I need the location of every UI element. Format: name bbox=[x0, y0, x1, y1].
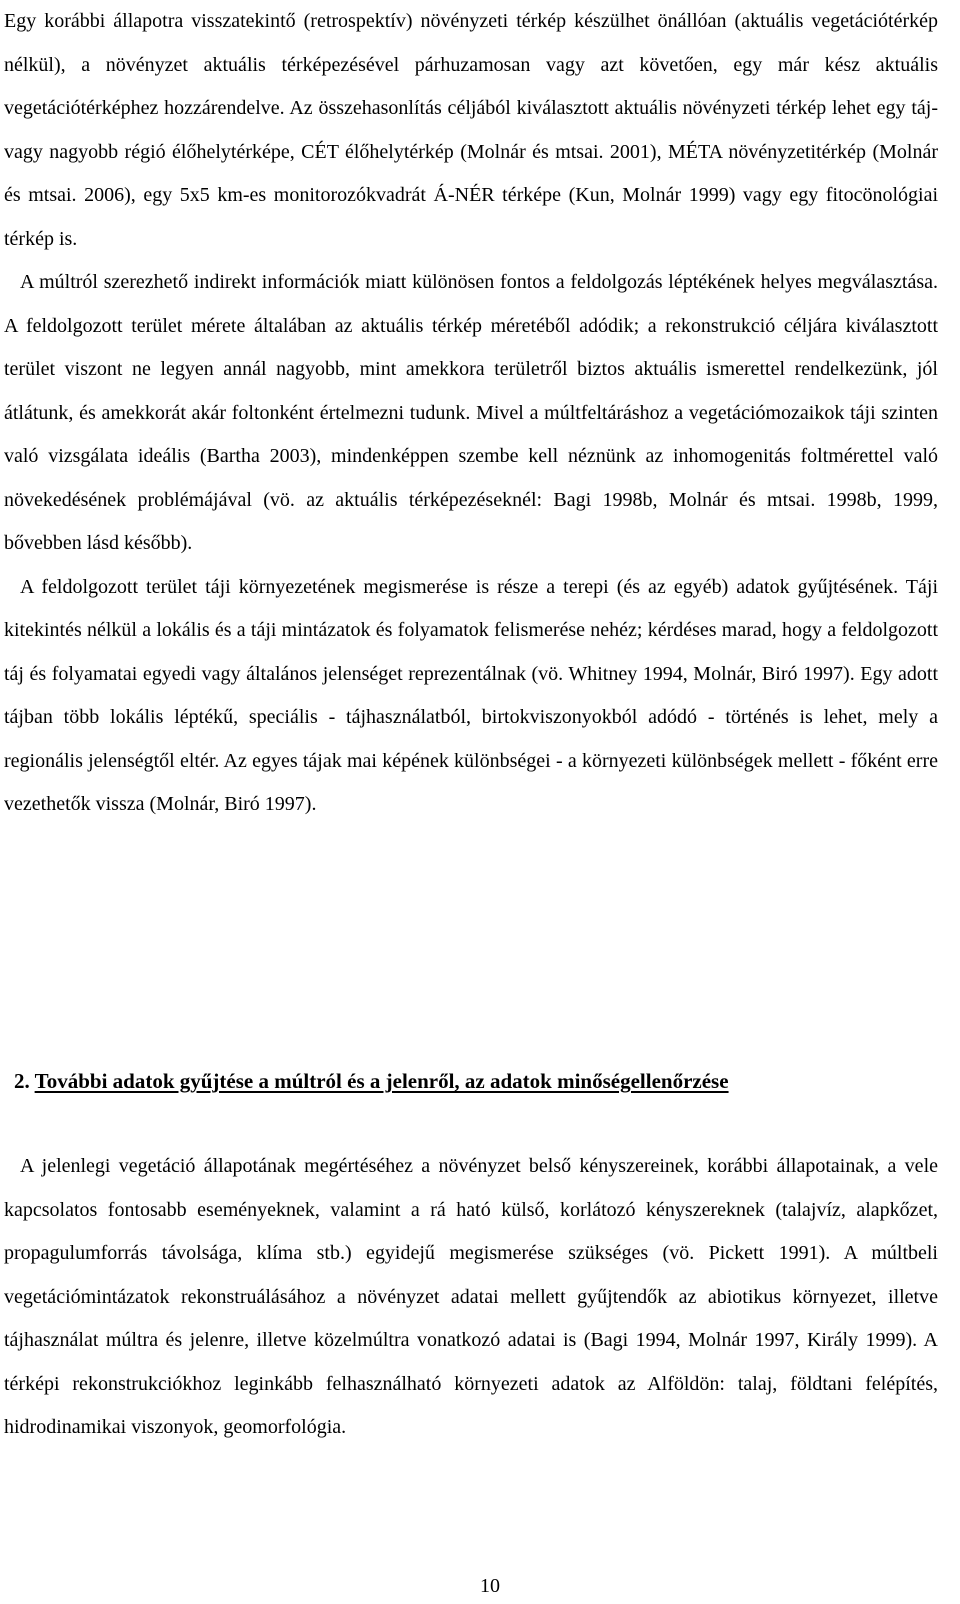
body-text-bottom bbox=[4, 1145, 938, 1450]
section-number: 2. bbox=[14, 1069, 30, 1093]
section-heading bbox=[14, 1066, 729, 1096]
paragraph: A feldolgozott terület táji környezetének megismerése is része a terepi (és az egyéb) adatok gyűjtésének. Táji kitekintés nélkül a lokális és a táji mintázatok és folyamatok felismerése nehéz; kérdéses marad, hogy a feldolgozott táj és folyamatai egyedi vagy általános jelenséget reprezentálnak (vö. Whitney 1994, Molnár, Biró 1997). Egy adott tájban több lokális léptékű, speciális - tájhasználatból, birtokviszonyokból adódó - történés is lehet, mely a regionális jelenségtől eltér. Az egyes tájak mai képének különbségei - a környezeti különbségek mellett - főként erre vezethetők vissza (Molnár, Biró 1997). bbox=[4, 575, 938, 815]
paragraph: A múltról szerezhető indirekt információk miatt különösen fontos a feldolgozás léptékének helyes megválasztása. A feldolgozott terület mérete általában az aktuális térkép méretéből adódik; a rekonstrukció céljára kiválasztott terület viszont ne legyen annál nagyobb, mint amekkora területről biztos aktuális ismerettel rendelkezünk, jól átlátunk, és amekkorát akár foltonként értelmezni tudunk. Mivel a múltfeltáráshoz a vegetációmozaikok táji szinten való vizsgálata ideális (Bartha 2003), mindenképpen szembe kell néznünk az inhomogenitás foltmérettel való növekedésének problémájával (vö. az aktuális térképezéseknél: Bagi 1998b, Molnár és mtsai. 1998b, 1999, bővebben lásd később). bbox=[4, 271, 938, 554]
page-number: 10 bbox=[480, 1575, 500, 1597]
section-title: További adatok gyűjtése a múltról és a jelenről, az adatok minőségellenőrzése bbox=[34, 1069, 729, 1093]
paragraph: Egy korábbi állapotra visszatekintő (retrospektív) növényzeti térkép készülhet önállóan (aktuális vegetációtérkép nélkül), a növényzet aktuális térképezésével párhuzamosan vagy azt követően, egy már kész aktuális vegetációtérképhez hozzárendelve. Az összehasonlítás céljából kiválasztott aktuális növényzeti térkép lehet egy táj- vagy nagyobb régió élőhelytérképe, CÉT élőhelytérkép (Molnár és mtsai. 2001), MÉTA növényzetitérkép (Molnár és mtsai. 2006), egy 5x5 km-es monitorozókvadrát Á-NÉR térképe (Kun, Molnár 1999) vagy egy fitocönológiai térkép is. bbox=[4, 10, 938, 250]
body-text-top bbox=[4, 0, 938, 827]
paragraph: A jelenlegi vegetáció állapotának megértéséhez a növényzet belső kényszereinek, korábbi állapotainak, a vele kapcsolatos fontosabb eseményeknek, valamint a rá ható külső, korlátozó kényszereknek (talajvíz, alapkőzet, propagulumforrás távolsága, klíma stb.) egyidejű megismerése szükséges (vö. Pickett 1991). A múltbeli vegetációmintázatok rekonstruálásához a növényzet adatai mellett gyűjtendők az abiotikus környezet, illetve tájhasználat múltra és jelenre, illetve közelmúltra vonatkozó adatai is (Bagi 1994, Molnár 1997, Király 1999). A térképi rekonstrukciókhoz leginkább felhasználható környezeti adatok az Alföldön: talaj, földtani felépítés, hidrodinamikai viszonyok, geomorfológia. bbox=[4, 1155, 938, 1438]
